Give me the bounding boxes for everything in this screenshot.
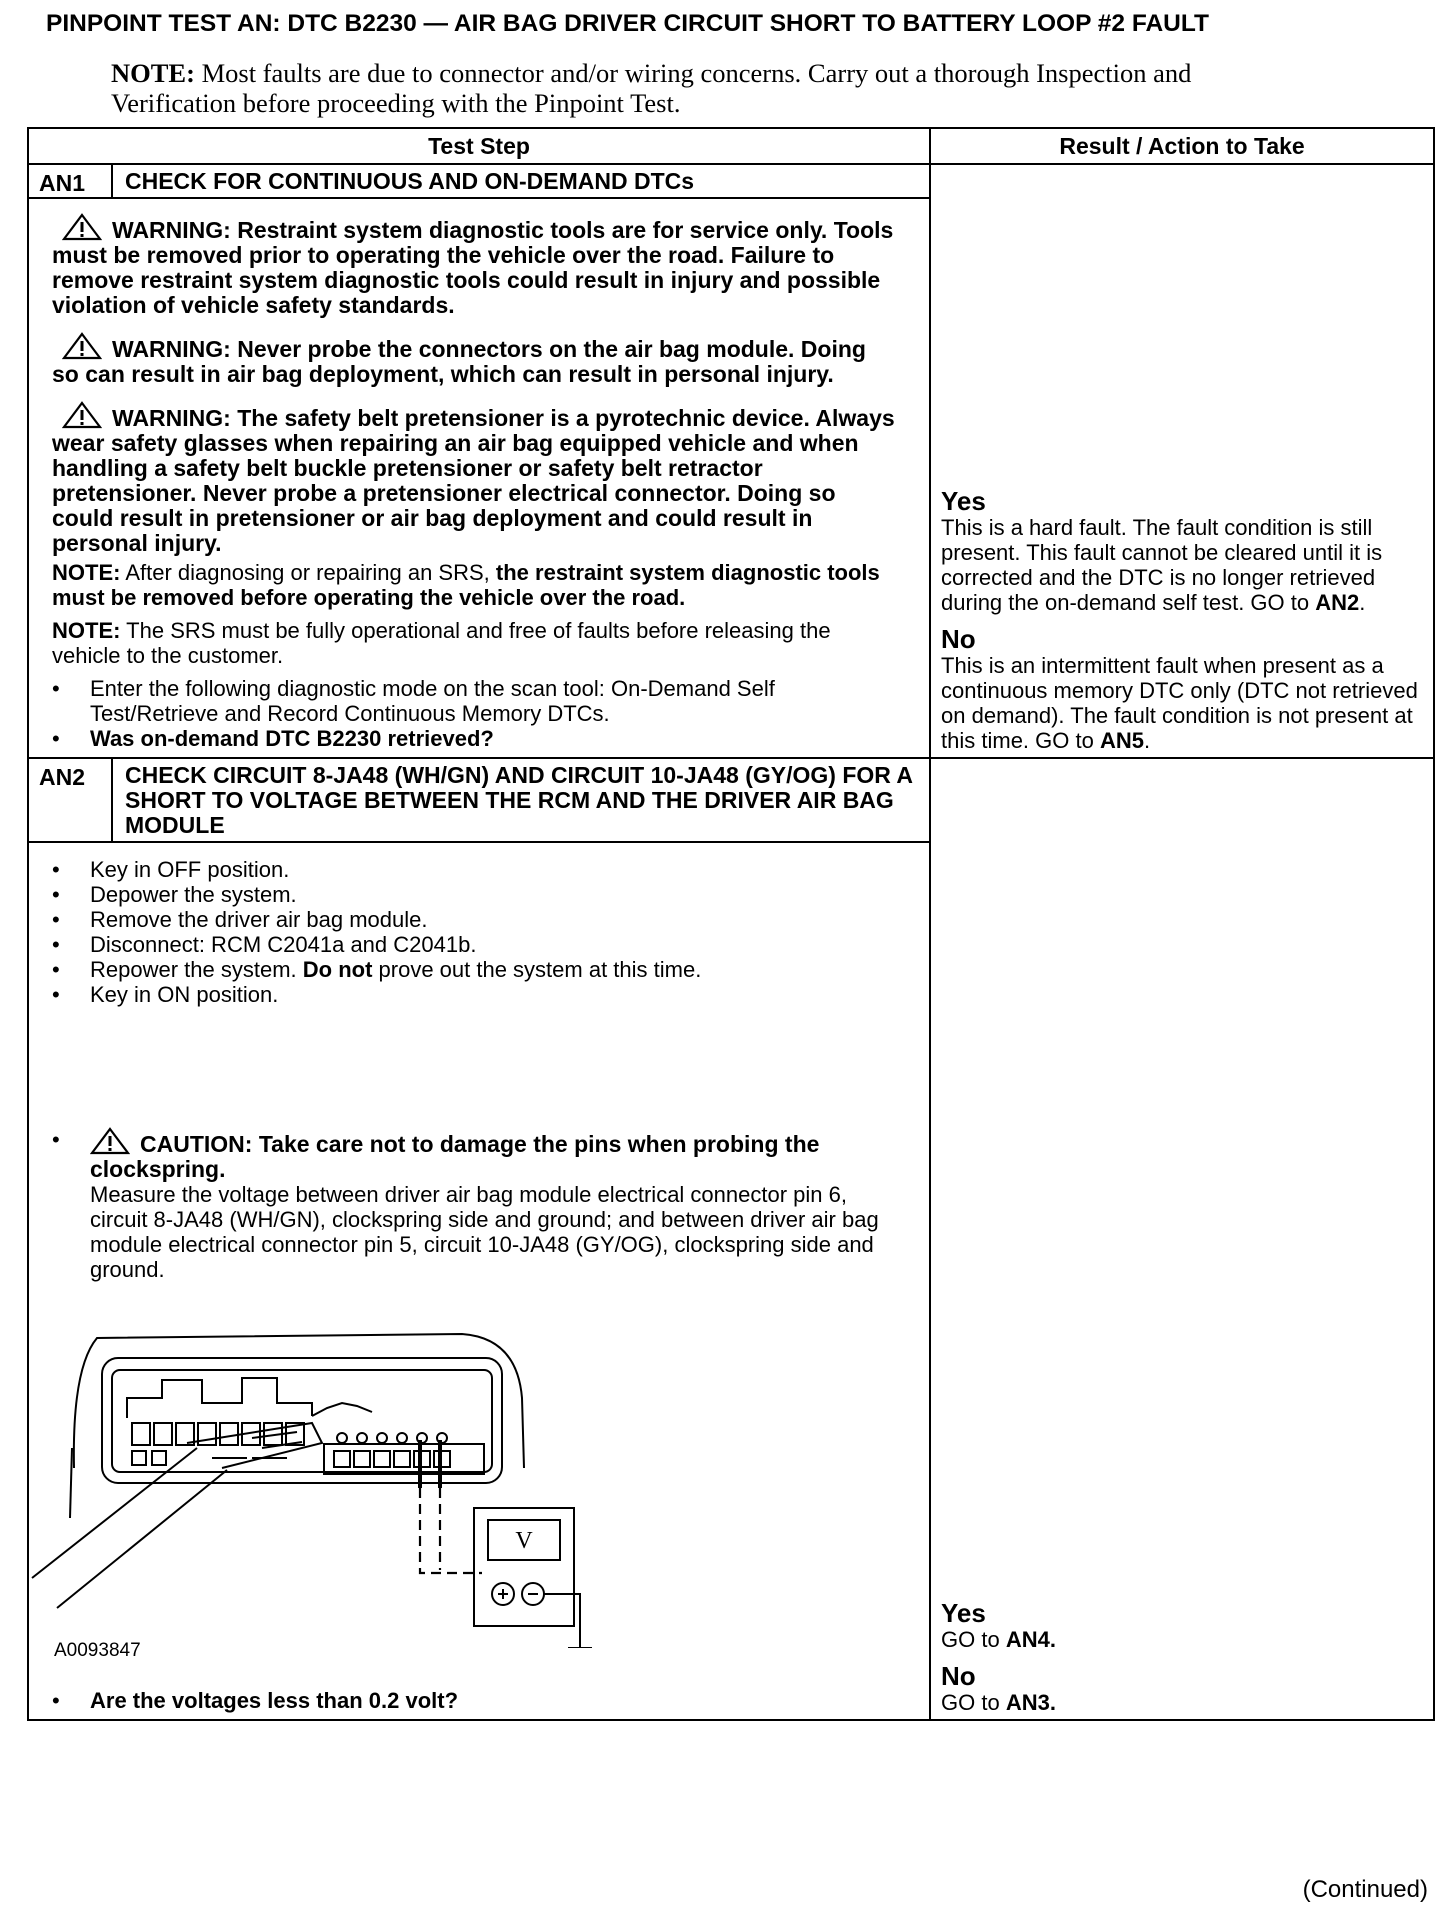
connector-figure bbox=[12, 1308, 612, 1678]
step-an1-content bbox=[28, 198, 930, 758]
an1-note-1-bold: the restraint system diagnostic tools must be removed before operating the vehicle over the road. bbox=[52, 560, 880, 610]
figure-code: A0093847 bbox=[54, 1640, 141, 1661]
an1-warning-1 bbox=[52, 213, 899, 318]
an1-warning-3 bbox=[52, 401, 899, 556]
an1-no-text: This is an intermittent fault when present as a continuous memory DTC only (DTC not retrieved on demand). The fault condition is not present at this time. GO to AN5. bbox=[941, 653, 1418, 753]
step-an2-heading-row bbox=[28, 758, 1434, 842]
an2-yes-goto-link[interactable]: AN4. bbox=[1005, 1627, 1056, 1652]
step-an1-heading-row bbox=[28, 164, 1434, 198]
list-item: • CAUTION: Take care not to damage the pins when probing the clockspring. Measure the voltage between driver air bag module electrical connector pin 6, circuit 8-JA48 (WH/GN), clockspring side and ground; and between driver air bag module electrical connector pin 5, circuit 10-JA48 (GY/OG), clockspring side and ground. bbox=[52, 1127, 899, 1282]
an1-warning-2-text: WARNING: Never probe the connectors on the air bag module. Doing so can result in air bag deployment, which can result in personal injury. bbox=[52, 336, 866, 387]
an1-yes-body: This is a hard fault. The fault condition is still present. This fault cannot be cleared until it is corrected and the DTC is no longer retrieved during the on-demand self test. GO to bbox=[941, 515, 1383, 615]
step-an2-result bbox=[930, 758, 1434, 1720]
page-title: PINPOINT TEST AN: DTC B2230 — AIR BAG DRIVER CIRCUIT SHORT TO BATTERY LOOP #2 FAULT bbox=[46, 10, 1209, 37]
pinpoint-test-table bbox=[27, 127, 1435, 1721]
an1-warning-2 bbox=[52, 332, 899, 387]
an1-warning-1-text: WARNING: Restraint system diagnostic tools are for service only. Tools must be removed prior to operating the vehicle over the road. Failure to remove restraint system diagnostic tools could result in injury and possible violation of vehicle safety standards. bbox=[52, 217, 894, 318]
continued-label: (Continued) bbox=[1302, 1876, 1428, 1903]
an1-bullets bbox=[52, 676, 899, 751]
intro-note bbox=[111, 58, 1311, 118]
list-item: • Disconnect: RCM C2041a and C2041b. bbox=[52, 932, 477, 957]
an1-note-1 bbox=[52, 560, 899, 610]
an2-no-label: No bbox=[941, 1661, 976, 1691]
an1-note-2-label: NOTE: bbox=[52, 618, 121, 643]
an1-note-2 bbox=[52, 618, 899, 668]
an2-yes-text bbox=[941, 1627, 1425, 1652]
an2-yes-label: Yes bbox=[941, 1598, 986, 1628]
an1-bullet-2-text: Was on-demand DTC B2230 retrieved? bbox=[90, 726, 494, 751]
an2-caution-text: CAUTION: Take care not to damage the pins when probing the clockspring. bbox=[90, 1131, 820, 1182]
an2-no-goto-link[interactable]: AN3. bbox=[1005, 1690, 1056, 1715]
intro-note-text: Most faults are due to connector and/or wiring concerns. Carry out a thorough Inspection and Verification before proceeding with the Pinpoint Test. bbox=[111, 58, 1192, 118]
list-item: • Remove the driver air bag module. bbox=[52, 907, 428, 932]
an2-step-5-text-a: Repower the system. bbox=[90, 957, 303, 982]
header-result-action: Result / Action to Take bbox=[930, 128, 1434, 164]
an2-step-5-bold: Do not bbox=[302, 957, 373, 982]
list-item: • Depower the system. bbox=[52, 882, 297, 907]
an2-step-4-text: Disconnect: RCM C2041a and C2041b. bbox=[90, 932, 477, 957]
an2-step-6-text: Key in ON position. bbox=[90, 982, 279, 1007]
an2-measure-text: Measure the voltage between driver air bag module electrical connector pin 6, circuit 8-JA48 (WH/GN), clockspring side and ground; and between driver air bag module electrical connector pin 5, circuit 10-JA48 (GY/OG), clockspring side and ground. bbox=[90, 1182, 879, 1282]
an2-no-body: GO to bbox=[941, 1690, 1006, 1715]
connector-probe-diagram bbox=[12, 1308, 612, 1648]
an1-warning-3-text: WARNING: The safety belt pretensioner is a pyrotechnic device. Always wear safety glasses when repairing an air bag equipped vehicle and when handling a safety belt buckle pretensioner or safety belt retractor pretensioner. Never probe a pretensioner electrical connector. Doing so could result in pretensioner or air bag deployment and could result in personal injury. bbox=[52, 405, 895, 556]
intro-note-label: NOTE: bbox=[111, 58, 195, 88]
step-id-an1: AN1 bbox=[28, 164, 112, 198]
header-test-step: Test Step bbox=[28, 128, 930, 164]
an1-no-body: This is an intermittent fault when present as a continuous memory DTC only (DTC not retrieved on demand). The fault condition is not present at this time. GO to bbox=[941, 653, 1418, 753]
list-item: • Are the voltages less than 0.2 volt? bbox=[52, 1688, 459, 1713]
an2-step-3-text: Remove the driver air bag module. bbox=[90, 907, 428, 932]
list-item: • Enter the following diagnostic mode on the scan tool: On-Demand Self Test/Retrieve and Record Continuous Memory DTCs. bbox=[52, 676, 775, 726]
an1-yes-text: This is a hard fault. The fault condition is still present. This fault cannot be cleared until it is corrected and the DTC is no longer retrieved during the on-demand self test. GO to AN2. bbox=[941, 515, 1383, 615]
list-item: • Key in ON position. bbox=[52, 982, 279, 1007]
an1-yes-goto-link[interactable]: AN2 bbox=[1315, 590, 1360, 615]
warning-triangle-icon bbox=[62, 401, 102, 429]
list-item: • Repower the system. Do not prove out the system at this time. bbox=[52, 957, 702, 982]
warning-triangle-icon bbox=[62, 213, 102, 241]
an2-caution bbox=[90, 1127, 899, 1182]
an2-caution-list bbox=[52, 1127, 899, 1282]
an2-question-text: Are the voltages less than 0.2 volt? bbox=[90, 1688, 459, 1713]
an1-no-label: No bbox=[941, 624, 976, 654]
step-id-an2: AN2 bbox=[28, 758, 112, 842]
an2-bullets bbox=[52, 857, 899, 1007]
an2-question-list bbox=[52, 1688, 899, 1713]
list-item: • Was on-demand DTC B2230 retrieved? bbox=[52, 726, 494, 751]
an1-note-1-text: After diagnosing or repairing an SRS, bbox=[120, 560, 496, 585]
table-header-row bbox=[28, 128, 1434, 164]
an2-yes-body: GO to bbox=[941, 1627, 1006, 1652]
caution-triangle-icon bbox=[90, 1127, 130, 1155]
an1-note-1-label: NOTE: bbox=[52, 560, 121, 585]
step-an1-heading: CHECK FOR CONTINUOUS AND ON-DEMAND DTCs bbox=[112, 164, 930, 198]
step-an2-content bbox=[28, 842, 930, 1720]
an2-no-text bbox=[941, 1690, 1425, 1715]
an1-no-goto-link[interactable]: AN5 bbox=[1099, 728, 1144, 753]
step-an2-heading: CHECK CIRCUIT 8-JA48 (WH/GN) AND CIRCUIT 10-JA48 (GY/OG) FOR A SHORT TO VOLTAGE BETWEEN THE RCM AND THE DRIVER AIR BAG MODULE bbox=[112, 758, 930, 842]
meter-v-label: V bbox=[515, 1528, 533, 1554]
an2-step-5-text-b: prove out the system at this time. bbox=[372, 957, 702, 982]
an1-bullet-1-text: Enter the following diagnostic mode on the scan tool: On-Demand Self Test/Retrieve and Record Continuous Memory DTCs. bbox=[90, 676, 775, 726]
warning-triangle-icon bbox=[62, 332, 102, 360]
an2-step-2-text: Depower the system. bbox=[90, 882, 297, 907]
list-item: • Key in OFF position. bbox=[52, 857, 290, 882]
step-an1-result bbox=[930, 164, 1434, 758]
an2-step-1-text: Key in OFF position. bbox=[90, 857, 290, 882]
an1-note-2-text: The SRS must be fully operational and free of faults before releasing the vehicle to the customer. bbox=[52, 618, 831, 668]
an1-yes-label: Yes bbox=[941, 486, 986, 516]
